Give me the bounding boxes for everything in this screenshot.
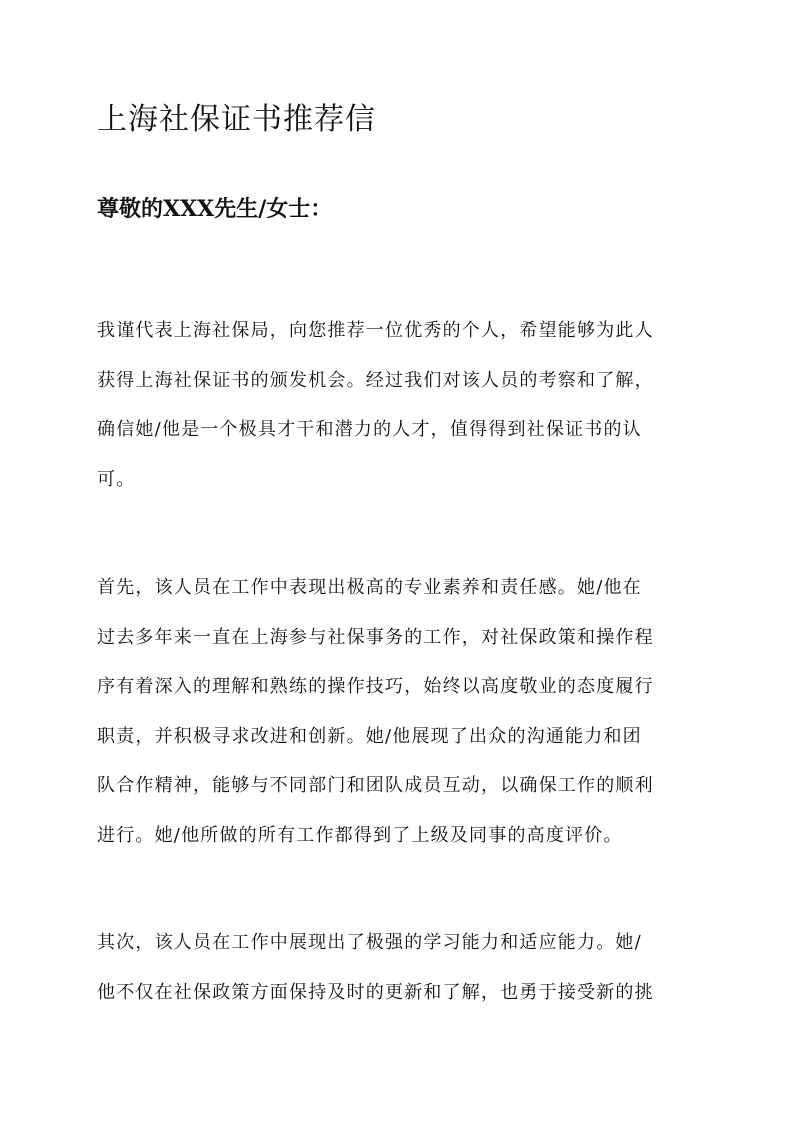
paragraph-line: 职责，并积极寻求改进和创新。她/他展现了出众的沟通能力和团 — [97, 725, 642, 747]
paragraph-line: 获得上海社保证书的颁发机会。经过我们对该人员的考察和了解， — [97, 369, 654, 391]
paragraph-line: 过去多年来一直在上海参与社保事务的工作，对社保政策和操作程 — [97, 626, 654, 648]
paragraph-line: 我谨代表上海社保局，向您推荐一位优秀的个人，希望能够为此人 — [97, 320, 654, 341]
salutation: 尊敬的XXX先生/女士： — [97, 196, 333, 222]
paragraph-line: 确信她/他是一个极具才干和潜力的人才，值得得到社保证书的认 — [97, 419, 642, 440]
paragraph-line: 其次，该人员在工作中展现出了极强的学习能力和适应能力。她/ — [97, 932, 642, 953]
paragraph-3 — [97, 918, 707, 1017]
paragraph-1 — [97, 306, 707, 504]
paragraph-line: 队合作精神，能够与不同部门和团队成员互动，以确保工作的顺利 — [97, 775, 654, 796]
paragraph-line: 序有着深入的理解和熟练的操作技巧，始终以高度敬业的态度履行 — [97, 676, 654, 697]
document-title: 上海社保证书推荐信 — [97, 102, 376, 137]
paragraph-line: 可。 — [97, 468, 136, 490]
paragraph-line: 首先，该人员在工作中表现出极高的专业素养和责任感。她/他在 — [97, 577, 642, 598]
paragraph-line: 进行。她/他所做的所有工作都得到了上级及同事的高度评价。 — [97, 824, 623, 846]
paragraph-line: 他不仅在社保政策方面保持及时的更新和了解，也勇于接受新的挑 — [97, 981, 654, 1003]
paragraph-2 — [97, 563, 707, 860]
